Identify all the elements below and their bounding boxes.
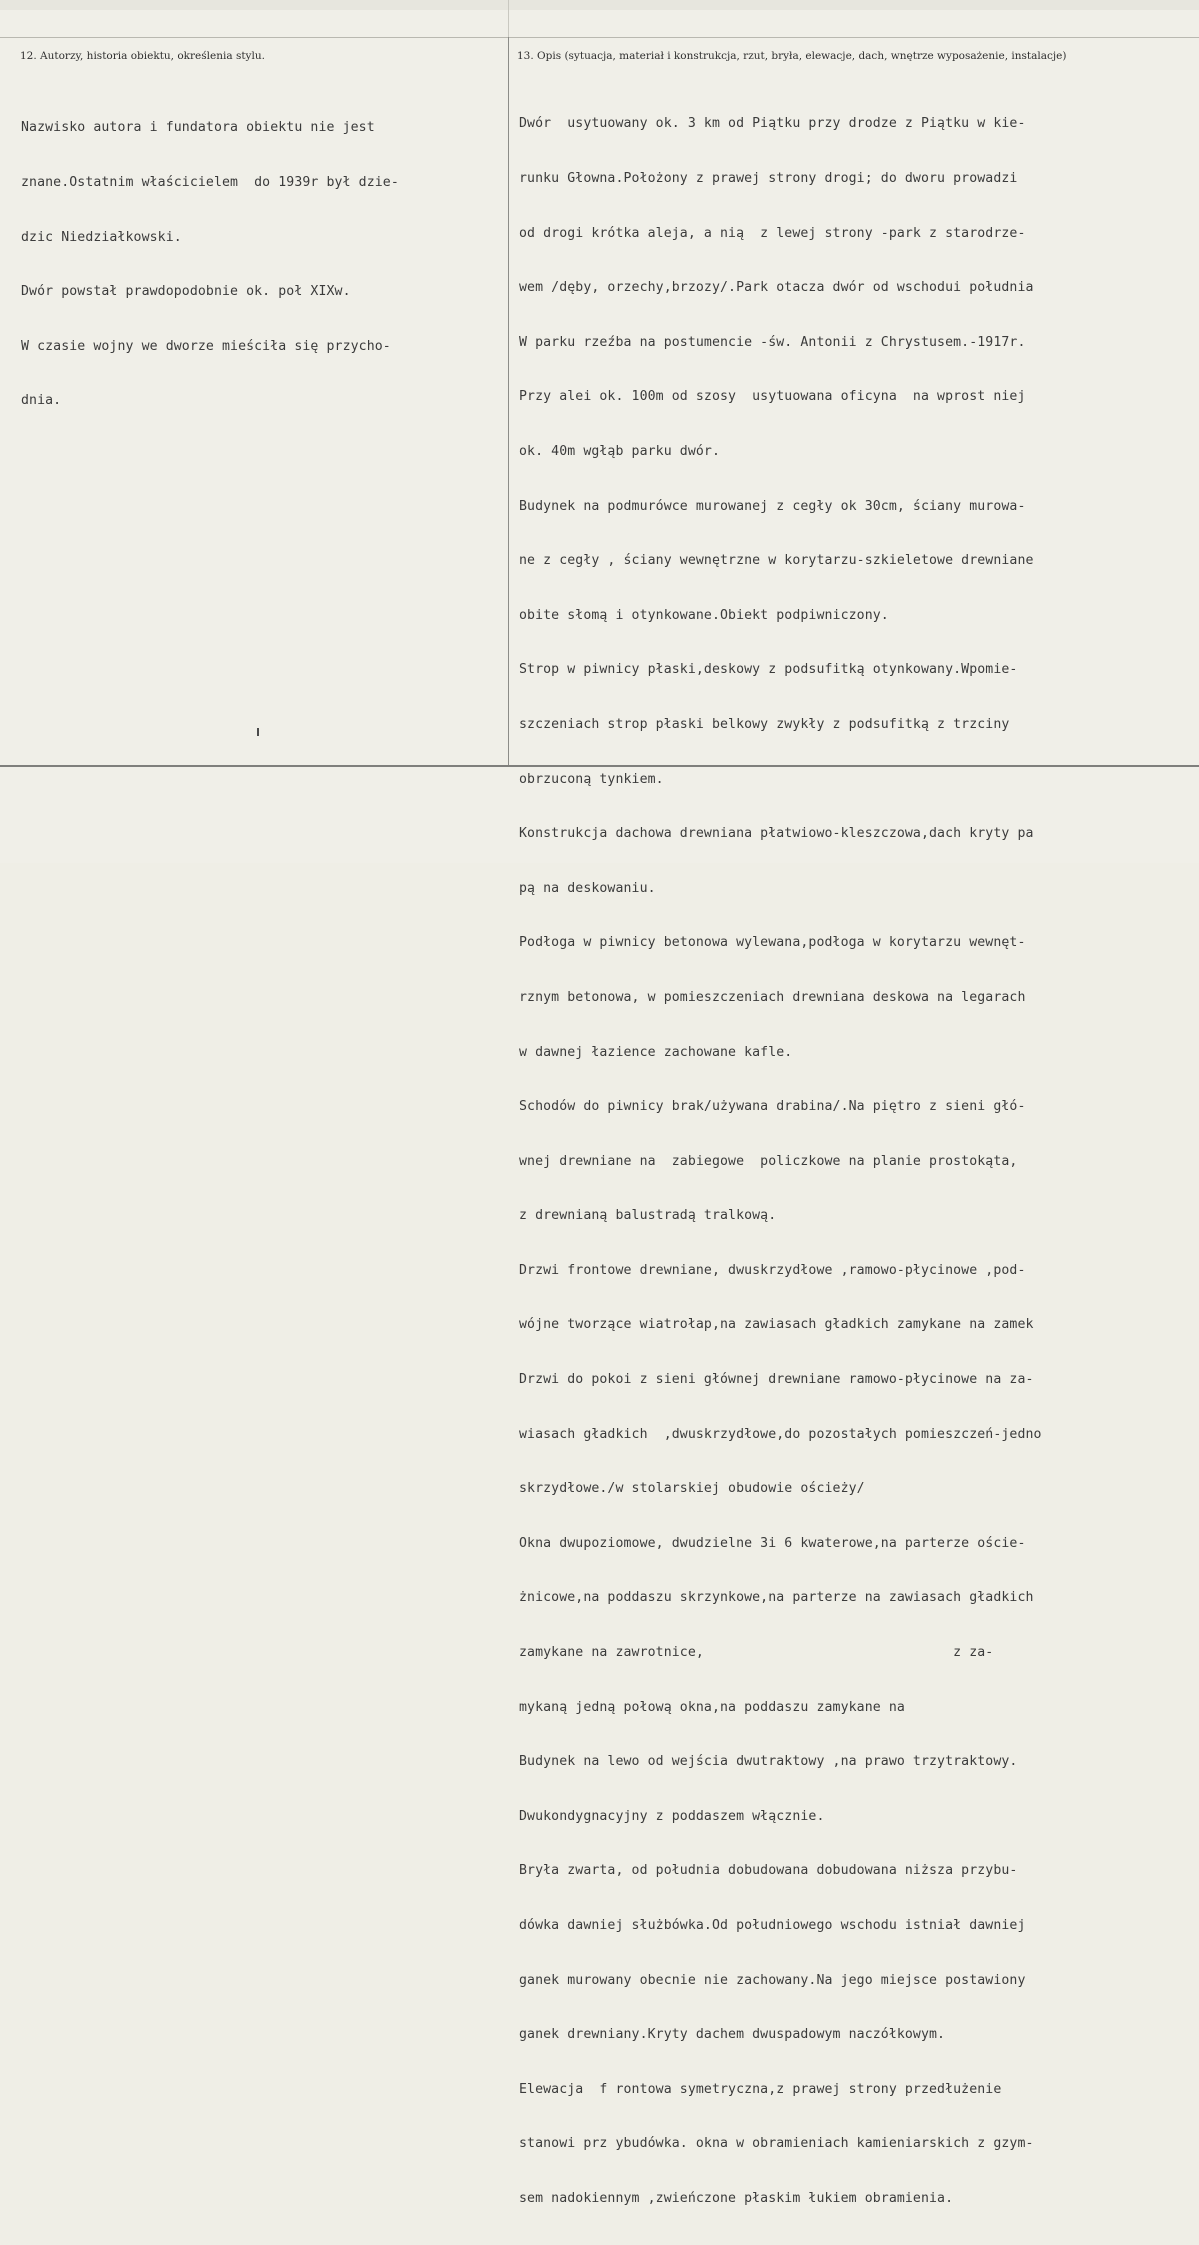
text-line: pą na deskowaniu. [519, 880, 656, 896]
text-line: wiasach gładkich ,dwuskrzydłowe,do pozostałych pomieszczeń-jedno [519, 1426, 1042, 1442]
text-line: stanowi prz ybudówka. okna w obramieniach kamieniarskich z gzym- [519, 2136, 1034, 2152]
text-line: obite słomą i otynkowane.Obiekt podpiwniczony. [519, 607, 889, 623]
text-line: Dwukondygnacyjny z poddaszem włącznie. [519, 1808, 825, 1824]
section-13-text [519, 79, 1189, 2245]
text-line: mykaną jedną połową okna,na poddaszu zamykane na [519, 1699, 905, 1715]
text-line: wnej drewniane na zabiegowe policzkowe na planie prostokąta, [519, 1153, 1018, 1169]
text-line: W czasie wojny we dworze mieściła się przycho- [21, 338, 391, 354]
column-divider-top [508, 0, 509, 37]
column-divider [508, 37, 509, 766]
text-line: ok. 40m wgłąb parku dwór. [519, 443, 720, 459]
text-line: Strop w piwnicy płaski,deskowy z podsufitką otynkowany.Wpomie- [519, 662, 1018, 678]
text-line: rznym betonowa, w pomieszczeniach drewniana deskowa na legarach [519, 989, 1026, 1005]
text-line: zamykane na zawrotnice, z za- [519, 1645, 994, 1661]
text-line: Schodów do piwnicy brak/używana drabina/.Na piętro z sieni głó- [519, 1099, 1026, 1115]
section-13-header: 13. Opis (sytuacja, materiał i konstrukcja, rzut, bryła, elewacje, dach, wnętrze wyposażenie, instalacje) [517, 50, 1067, 62]
text-line: znane.Ostatnim właścicielem do 1939r był dzie- [21, 175, 399, 190]
text-line: wem /dęby, orzechy,brzozy/.Park otacza dwór od wschodui południa [519, 280, 1034, 296]
text-line: w dawnej łazience zachowane kafle. [519, 1044, 793, 1060]
text-line: Nazwisko autora i fundatora obiektu nie jest [21, 120, 375, 136]
text-line: ganek drewniany.Kryty dachem dwuspadowym naczółkowym. [519, 2027, 946, 2043]
text-line: od drogi krótka aleja, a nią z lewej strony -park z starodrze- [519, 225, 1026, 241]
text-line: z drewnianą balustradą tralkową. [519, 1208, 777, 1224]
section-12-header: 12. Autorzy, historia obiektu, określenia stylu. [20, 50, 265, 62]
pen-mark [257, 728, 259, 736]
text-line: obrzuconą tynkiem. [519, 771, 664, 787]
text-line: dówka dawniej służbówka.Od południowego wschodu istniał dawniej [519, 1918, 1026, 1933]
text-line: wójne tworzące wiatrołap,na zawiasach gładkich zamykane na zamek [519, 1317, 1034, 1333]
text-line: Dwór usytuowany ok. 3 km od Piątku przy drodze z Piątku w kie- [519, 116, 1026, 132]
text-line: Podłoga w piwnicy betonowa wylewana,podłoga w korytarzu wewnęt- [519, 935, 1026, 951]
text-line: sem nadokiennym ,zwieńczone płaskim łukiem obramienia. [519, 2190, 954, 2206]
text-line: dnia. [21, 393, 62, 409]
text-line: W parku rzeźba na postumencie -św. Antonii z Chrystusem.-1917r. [519, 334, 1026, 350]
text-line: ganek murowany obecnie nie zachowany.Na jego miejsce postawiony [519, 1972, 1026, 1988]
text-line: Drzwi frontowe drewniane, dwuskrzydłowe ,ramowo-płycinowe ,pod- [519, 1262, 1026, 1278]
text-line: Konstrukcja dachowa drewniana płatwiowo-kleszczowa,dach kryty pa [519, 826, 1034, 842]
text-line: Drzwi do pokoi z sieni głównej drewniane ramowo-płycinowe na za- [519, 1372, 1034, 1388]
text-line: Bryła zwarta, od południa dobudowana dobudowana niższa przybu- [519, 1863, 1018, 1879]
text-line: Dwór powstał prawdopodobnie ok. poł XIXw. [21, 284, 351, 300]
text-line: Budynek na podmurówce murowanej z cegły ok 30cm, ściany murowa- [519, 498, 1026, 514]
top-margin-strip [0, 0, 1199, 10]
text-line: Budynek na lewo od wejścia dwutraktowy ,na prawo trzytraktowy. [519, 1754, 1018, 1770]
text-line: skrzydłowe./w stolarskiej obudowie ościeży/ [519, 1481, 865, 1497]
text-line: runku Głowna.Położony z prawej strony drogi; do dworu prowadzi [519, 171, 1018, 186]
text-line: dzic Niedziałkowski. [21, 229, 182, 245]
top-rule [0, 37, 1199, 38]
text-line: szczeniach strop płaski belkowy zwykły z podsufitką z trzciny [519, 716, 1010, 732]
text-line: ne z cegły , ściany wewnętrzne w korytarzu-szkieletowe drewniane [519, 553, 1034, 569]
text-line: Elewacja f rontowa symetryczna,z prawej strony przedłużenie [519, 2081, 1002, 2097]
text-line: Przy alei ok. 100m od szosy usytuowana oficyna na wprost niej [519, 389, 1026, 405]
text-line: Okna dwupoziomowe, dwudzielne 3i 6 kwaterowe,na parterze oście- [519, 1535, 1026, 1551]
section-12-text [21, 83, 501, 447]
text-line: żnicowe,na poddaszu skrzynkowe,na parterze na zawiasach gładkich [519, 1590, 1034, 1606]
